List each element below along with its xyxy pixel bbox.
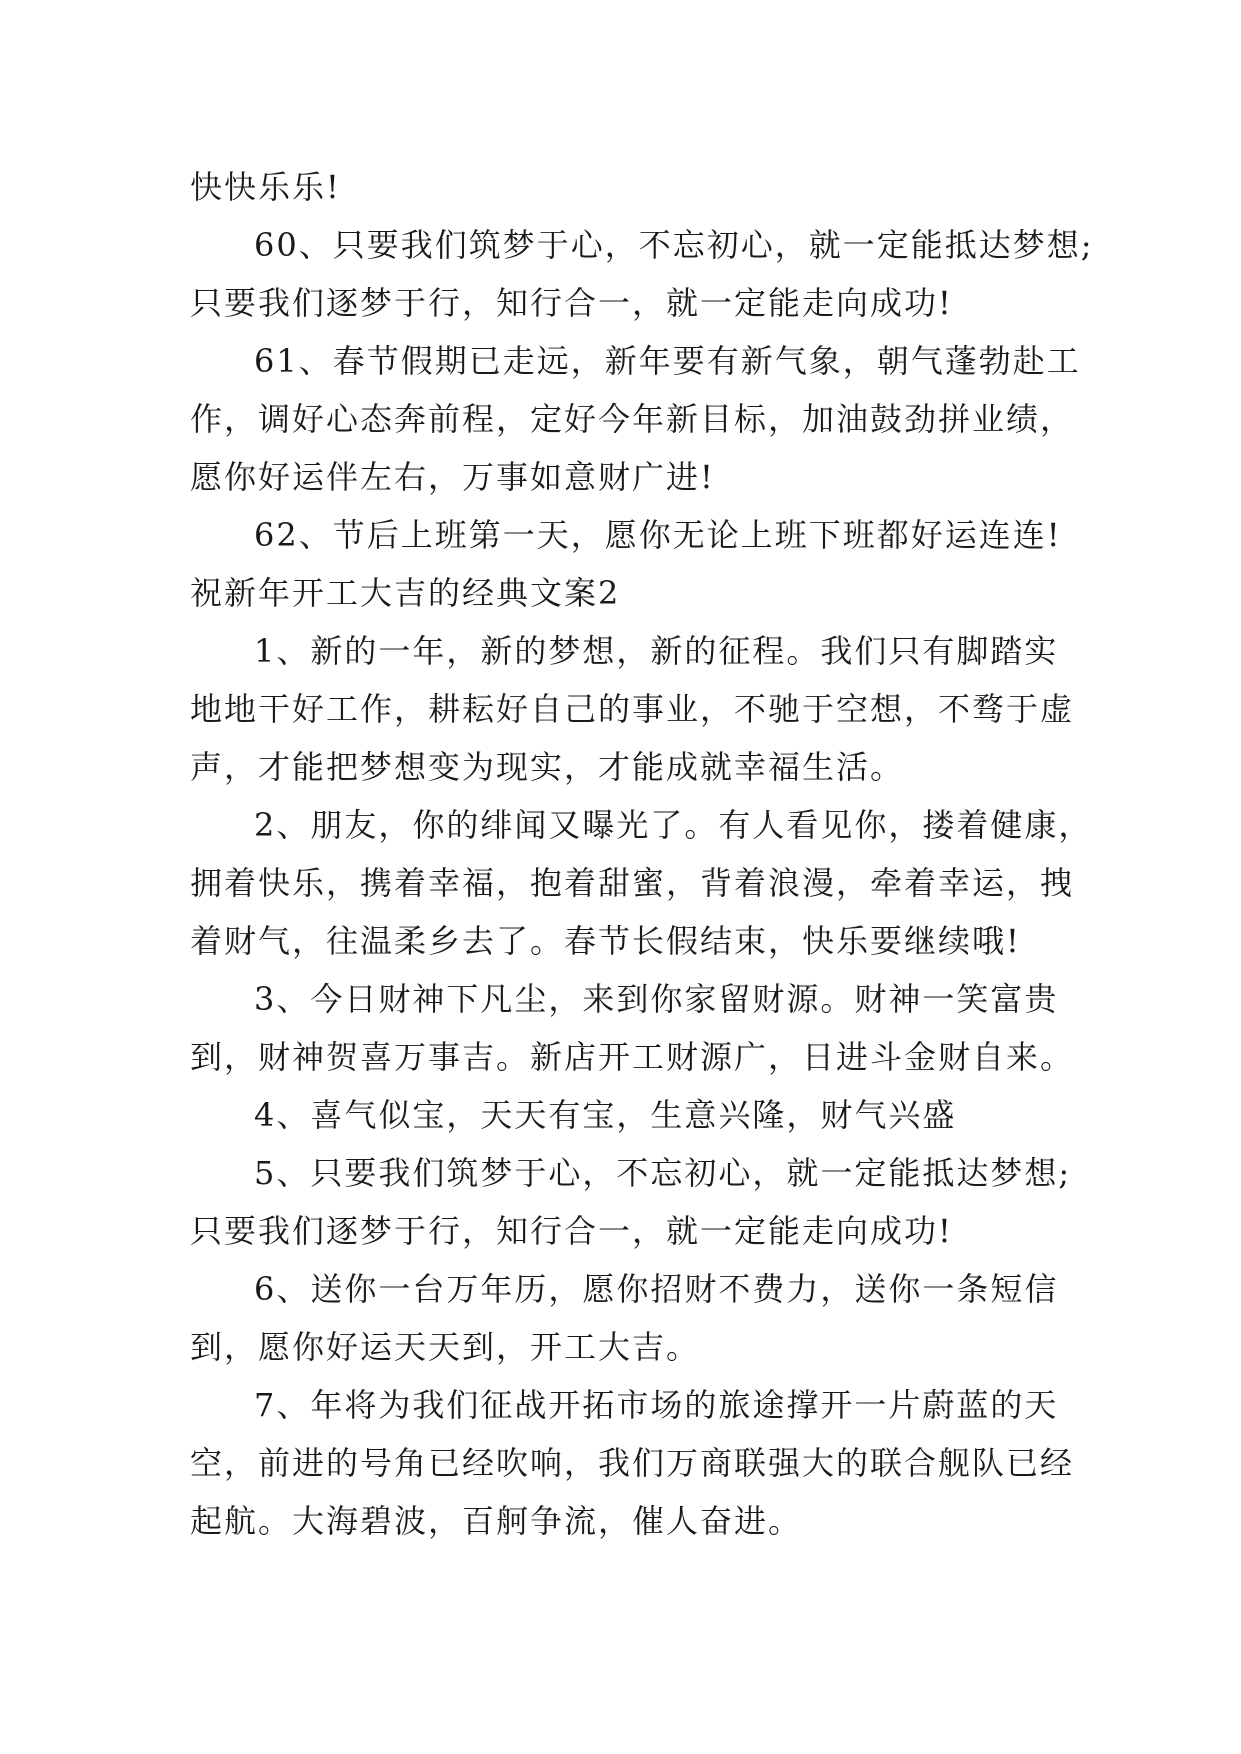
text-line: 2、朋友，你的绯闻又曝光了。有人看见你，搂着健康， bbox=[254, 806, 1093, 844]
text-line: 7、年将为我们征战开拓市场的旅途撑开一片蔚蓝的天 bbox=[254, 1386, 1059, 1424]
text-line: 1、新的一年，新的梦想，新的征程。我们只有脚踏实 bbox=[254, 632, 1059, 670]
section-heading: 祝新年开工大吉的经典文案2 bbox=[190, 574, 621, 612]
text-line: 作，调好心态奔前程，定好今年新目标，加油鼓劲拼业绩， bbox=[190, 400, 1075, 438]
text-line: 只要我们逐梦于行，知行合一，就一定能走向成功! bbox=[190, 284, 953, 322]
text-line: 3、今日财神下凡尘，来到你家留财源。财神一笑富贵 bbox=[254, 980, 1059, 1018]
text-line: 62、节后上班第一天，愿你无论上班下班都好运连连! bbox=[254, 516, 1062, 554]
text-line: 拥着快乐，携着幸福，抱着甜蜜，背着浪漫，牵着幸运，拽 bbox=[190, 864, 1075, 902]
text-line: 声，才能把梦想变为现实，才能成就幸福生活。 bbox=[190, 748, 905, 786]
text-line: 到，财神贺喜万事吉。新店开工财源广，日进斗金财自来。 bbox=[190, 1038, 1075, 1076]
text-line: 5、只要我们筑梦于心，不忘初心，就一定能抵达梦想; bbox=[254, 1154, 1072, 1192]
text-line: 起航。大海碧波，百舸争流，催人奋进。 bbox=[190, 1502, 803, 1540]
text-line: 快快乐乐! bbox=[190, 168, 341, 206]
text-line: 到，愿你好运天天到，开工大吉。 bbox=[190, 1328, 701, 1366]
text-line: 愿你好运伴左右，万事如意财广进! bbox=[190, 458, 715, 496]
text-line: 着财气，往温柔乡去了。春节长假结束，快乐要继续哦! bbox=[190, 922, 1021, 960]
document-body bbox=[190, 158, 1094, 1550]
text-line: 空，前进的号角已经吹响，我们万商联强大的联合舰队已经 bbox=[190, 1444, 1075, 1482]
text-line: 6、送你一台万年历，愿你招财不费力，送你一条短信 bbox=[254, 1270, 1059, 1308]
text-line: 只要我们逐梦于行，知行合一，就一定能走向成功! bbox=[190, 1212, 953, 1250]
text-line: 4、喜气似宝，天天有宝，生意兴隆，财气兴盛 bbox=[254, 1096, 957, 1134]
text-line: 地地干好工作，耕耘好自己的事业，不驰于空想，不骛于虚 bbox=[190, 690, 1075, 728]
text-line: 61、春节假期已走远，新年要有新气象，朝气蓬勃赴工 bbox=[254, 342, 1081, 380]
text-line: 60、只要我们筑梦于心，不忘初心，就一定能抵达梦想; bbox=[254, 226, 1094, 264]
